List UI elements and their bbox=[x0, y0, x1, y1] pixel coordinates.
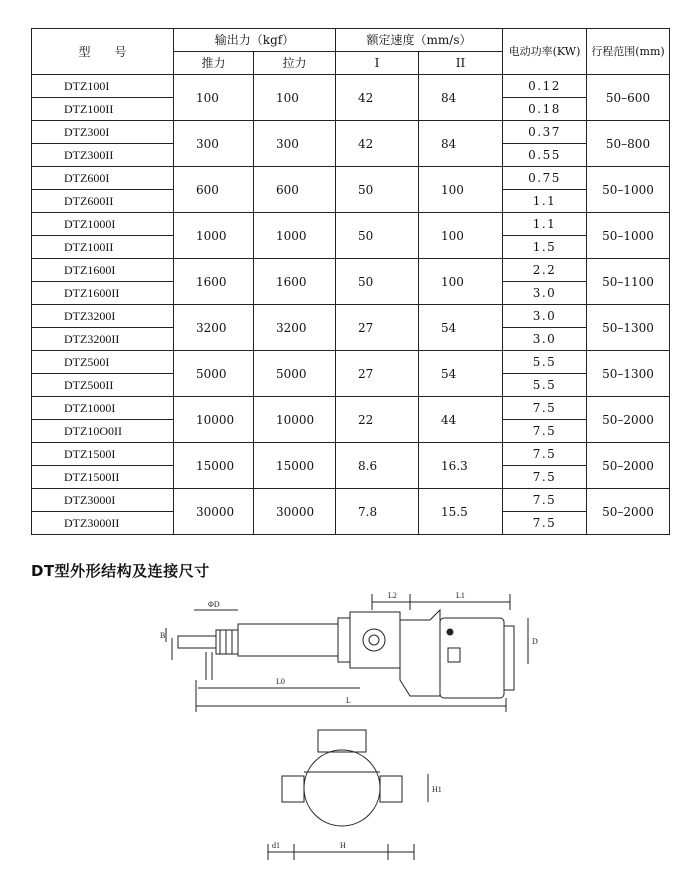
model-cell: DTZ1600II bbox=[32, 282, 174, 305]
range-cell: 50–1100 bbox=[587, 259, 670, 305]
range-cell: 50–2000 bbox=[587, 397, 670, 443]
speed-i-cell: 22 bbox=[336, 397, 419, 443]
power-cell: 2.2 bbox=[503, 259, 587, 282]
speed-i-cell: 42 bbox=[336, 121, 419, 167]
label-b: B bbox=[160, 631, 166, 640]
speed-i-cell: 42 bbox=[336, 75, 419, 121]
table-row bbox=[32, 351, 670, 374]
gear-box bbox=[350, 612, 400, 668]
model-cell: DTZ3000I bbox=[32, 489, 174, 512]
header-force: 输出力（kgf） bbox=[174, 29, 336, 52]
push-cell: 1600 bbox=[174, 259, 254, 305]
label-l0: L0 bbox=[276, 677, 285, 686]
power-cell: 0.12 bbox=[503, 75, 587, 98]
label-d: D bbox=[532, 637, 538, 646]
push-cell: 600 bbox=[174, 167, 254, 213]
pull-cell: 30000 bbox=[254, 489, 336, 535]
power-cell: 5.5 bbox=[503, 351, 587, 374]
push-cell: 1000 bbox=[174, 213, 254, 259]
model-cell: DTZ3200I bbox=[32, 305, 174, 328]
label-l: L bbox=[346, 696, 351, 705]
table-row bbox=[32, 213, 670, 236]
label-h1: H1 bbox=[432, 785, 442, 794]
table-row bbox=[32, 305, 670, 328]
speed-ii-cell: 84 bbox=[419, 75, 503, 121]
spec-table-body bbox=[32, 75, 670, 535]
speed-ii-cell: 44 bbox=[419, 397, 503, 443]
table-row bbox=[32, 167, 670, 190]
model-cell: DTZ500I bbox=[32, 351, 174, 374]
power-cell: 0.18 bbox=[503, 98, 587, 121]
label-l1: L1 bbox=[456, 591, 465, 600]
model-cell: DTZ100I bbox=[32, 75, 174, 98]
power-cell: 1.1 bbox=[503, 213, 587, 236]
pull-cell: 300 bbox=[254, 121, 336, 167]
power-cell: 7.5 bbox=[503, 420, 587, 443]
power-cell: 5.5 bbox=[503, 374, 587, 397]
power-cell: 0.37 bbox=[503, 121, 587, 144]
power-cell: 7.5 bbox=[503, 443, 587, 466]
header-model: 型 号 bbox=[32, 29, 174, 75]
pull-cell: 15000 bbox=[254, 443, 336, 489]
section-title: DT型外形结构及连接尺寸 bbox=[31, 562, 210, 580]
push-cell: 10000 bbox=[174, 397, 254, 443]
speed-i-cell: 7.8 bbox=[336, 489, 419, 535]
speed-ii-cell: 100 bbox=[419, 213, 503, 259]
speed-i-cell: 50 bbox=[336, 167, 419, 213]
rod-end bbox=[178, 636, 216, 648]
rod-nut bbox=[216, 630, 238, 654]
dimension-drawing bbox=[0, 580, 700, 877]
header-power: 电动功率(KW) bbox=[503, 29, 587, 75]
power-cell: 7.5 bbox=[503, 512, 587, 535]
range-cell: 50–2000 bbox=[587, 443, 670, 489]
model-cell: DTZ100II bbox=[32, 98, 174, 121]
power-cell: 0.55 bbox=[503, 144, 587, 167]
table-row bbox=[32, 397, 670, 420]
speed-i-cell: 50 bbox=[336, 213, 419, 259]
model-cell: DTZ600II bbox=[32, 190, 174, 213]
push-cell: 100 bbox=[174, 75, 254, 121]
speed-i-cell: 50 bbox=[336, 259, 419, 305]
push-cell: 300 bbox=[174, 121, 254, 167]
model-cell: DTZ600I bbox=[32, 167, 174, 190]
power-cell: 3.0 bbox=[503, 305, 587, 328]
range-cell: 50–1000 bbox=[587, 213, 670, 259]
end-view-top bbox=[318, 730, 366, 752]
label-l2: L2 bbox=[388, 591, 397, 600]
speed-i-cell: 27 bbox=[336, 351, 419, 397]
push-cell: 15000 bbox=[174, 443, 254, 489]
speed-ii-cell: 16.3 bbox=[419, 443, 503, 489]
range-cell: 50–600 bbox=[587, 75, 670, 121]
model-cell: DTZ1000I bbox=[32, 213, 174, 236]
speed-i-cell: 27 bbox=[336, 305, 419, 351]
pull-cell: 100 bbox=[254, 75, 336, 121]
table-row bbox=[32, 75, 670, 98]
header-speed-i: I bbox=[336, 52, 419, 75]
end-view-body bbox=[304, 750, 380, 826]
label-phi-d: ΦD bbox=[208, 600, 220, 609]
table-row bbox=[32, 121, 670, 144]
model-cell: DTZ300II bbox=[32, 144, 174, 167]
power-cell: 1.1 bbox=[503, 190, 587, 213]
model-cell: DTZ3000II bbox=[32, 512, 174, 535]
power-cell: 3.0 bbox=[503, 328, 587, 351]
range-cell: 50–1300 bbox=[587, 305, 670, 351]
push-cell: 30000 bbox=[174, 489, 254, 535]
speed-ii-cell: 54 bbox=[419, 305, 503, 351]
header-range: 行程范围(mm) bbox=[587, 29, 670, 75]
model-cell: DTZ1600I bbox=[32, 259, 174, 282]
speed-ii-cell: 54 bbox=[419, 351, 503, 397]
pull-cell: 10000 bbox=[254, 397, 336, 443]
motor-flange bbox=[400, 610, 440, 696]
speed-ii-cell: 100 bbox=[419, 167, 503, 213]
pull-cell: 1000 bbox=[254, 213, 336, 259]
range-cell: 50–1000 bbox=[587, 167, 670, 213]
speed-ii-cell: 100 bbox=[419, 259, 503, 305]
label-h: H bbox=[340, 841, 346, 850]
power-cell: 7.5 bbox=[503, 397, 587, 420]
power-cell: 1.5 bbox=[503, 236, 587, 259]
table-row bbox=[32, 259, 670, 282]
header-push: 推力 bbox=[174, 52, 254, 75]
table-row bbox=[32, 443, 670, 466]
push-cell: 3200 bbox=[174, 305, 254, 351]
model-cell: DTZ3200II bbox=[32, 328, 174, 351]
range-cell: 50–1300 bbox=[587, 351, 670, 397]
model-cell: DTZ300I bbox=[32, 121, 174, 144]
model-cell: DTZ1500II bbox=[32, 466, 174, 489]
speed-ii-cell: 84 bbox=[419, 121, 503, 167]
range-cell: 50–800 bbox=[587, 121, 670, 167]
pull-cell: 600 bbox=[254, 167, 336, 213]
model-cell: DTZ1500I bbox=[32, 443, 174, 466]
header-speed: 额定速度（mm/s） bbox=[336, 29, 503, 52]
power-cell: 0.75 bbox=[503, 167, 587, 190]
cylinder-body bbox=[238, 624, 338, 656]
label-d1: d1 bbox=[272, 841, 280, 850]
model-cell: DTZ1000I bbox=[32, 397, 174, 420]
table-row bbox=[32, 489, 670, 512]
header-speed-ii: II bbox=[419, 52, 503, 75]
power-cell: 7.5 bbox=[503, 489, 587, 512]
range-cell: 50–2000 bbox=[587, 489, 670, 535]
model-cell: DTZ500II bbox=[32, 374, 174, 397]
power-cell: 7.5 bbox=[503, 466, 587, 489]
speed-i-cell: 8.6 bbox=[336, 443, 419, 489]
pull-cell: 1600 bbox=[254, 259, 336, 305]
model-cell: DTZ100II bbox=[32, 236, 174, 259]
speed-ii-cell: 15.5 bbox=[419, 489, 503, 535]
spec-table bbox=[31, 28, 670, 535]
pull-cell: 5000 bbox=[254, 351, 336, 397]
model-cell: DTZ10O0II bbox=[32, 420, 174, 443]
power-cell: 3.0 bbox=[503, 282, 587, 305]
pull-cell: 3200 bbox=[254, 305, 336, 351]
push-cell: 5000 bbox=[174, 351, 254, 397]
header-pull: 拉力 bbox=[254, 52, 336, 75]
